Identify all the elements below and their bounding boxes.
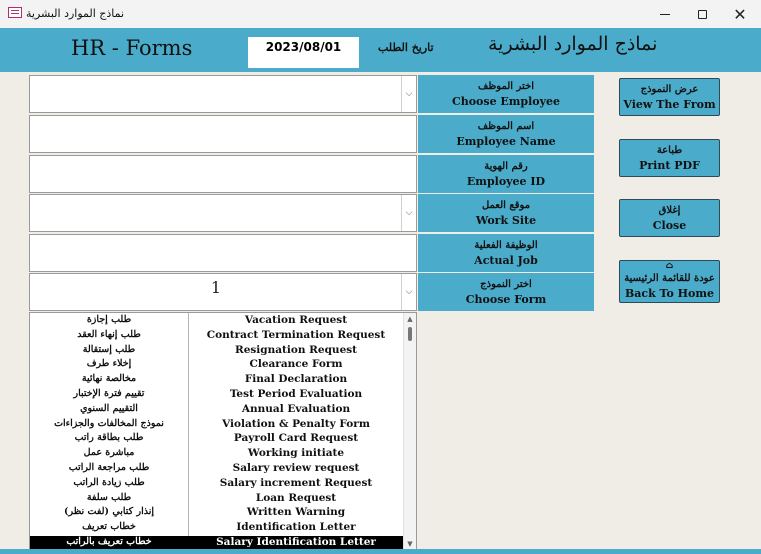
minimize-button[interactable] <box>645 2 685 26</box>
form-option-english: Working initiate <box>247 447 345 460</box>
form-option[interactable] <box>30 447 403 462</box>
view-form-button[interactable]: عرض النموذج View The From <box>619 78 720 116</box>
employee-name-label: اسم الموظف Employee Name <box>418 115 594 153</box>
form-option-english: Resignation Request <box>234 343 358 356</box>
form-option-arabic: تقييم فترة الإختبار <box>73 388 145 399</box>
chevron-down-icon[interactable]: ⌵ <box>401 274 416 310</box>
employee-name-field[interactable] <box>29 115 417 153</box>
scroll-thumb[interactable] <box>408 327 412 341</box>
form-option-arabic: مخالصة نهائية <box>81 373 137 385</box>
form-option-english: Salary Identification Letter <box>216 536 376 548</box>
choose-form-label: اختر النموذج Choose Form <box>418 273 594 311</box>
form-option-english: Violation & Penalty Form <box>222 417 370 430</box>
employee-id-label: رقم الهوية Employee ID <box>418 155 594 193</box>
form-option[interactable] <box>30 344 403 359</box>
form-option[interactable] <box>30 329 403 344</box>
maximize-button[interactable] <box>682 2 722 26</box>
scroll-up-arrow-icon[interactable]: ▲ <box>407 315 413 323</box>
back-to-home-button[interactable]: ⌂ عودة للقائمة الرئيسية Back To Home <box>619 260 720 303</box>
form-option-english: Contract Termination Request <box>206 328 386 341</box>
home-icon: ⌂ <box>665 261 674 271</box>
form-option-arabic: التقييم السنوي <box>80 402 138 414</box>
form-option-arabic: طلب بطاقة راتب <box>74 432 144 444</box>
form-option[interactable] <box>30 373 403 388</box>
actual-job-label: الوظيفة الفعلية Actual Job <box>418 234 594 272</box>
form-option-arabic: نموذج المخالفات والجزاءات <box>54 417 164 429</box>
chevron-down-icon[interactable]: ⌵ <box>401 195 416 231</box>
form-option-english: Identification Letter <box>236 521 356 534</box>
form-option-english: Final Declaration <box>244 373 348 386</box>
chevron-down-icon[interactable]: ⌵ <box>401 76 416 112</box>
form-option-arabic: طلب إستقالة <box>82 343 136 355</box>
form-option[interactable] <box>30 403 403 418</box>
close-window-button[interactable] <box>720 2 760 26</box>
choose-employee-label: اختر الموظف Choose Employee <box>418 75 594 113</box>
print-pdf-button[interactable]: طباعة Print PDF <box>619 139 720 177</box>
arabic-title: نماذج الموارد البشرية <box>488 33 658 55</box>
form-option-english: Clearance Form <box>249 358 343 371</box>
close-button[interactable]: إغلاق Close <box>619 199 720 237</box>
work-site-label: موقع العمل Work Site <box>418 194 594 232</box>
form-app-icon <box>8 7 22 18</box>
form-option-english: Payroll Card Request <box>233 432 359 445</box>
form-option-arabic: طلب زيادة الراتب <box>73 476 145 488</box>
form-option[interactable] <box>30 432 403 447</box>
form-option-english: Vacation Request <box>244 314 348 326</box>
form-option[interactable] <box>30 418 403 433</box>
request-date-label: تاريخ الطلب <box>378 41 434 54</box>
minimize-icon <box>660 14 670 15</box>
form-option-english: Salary increment Request <box>219 476 373 489</box>
form-option-english: Salary review request <box>232 462 360 474</box>
form-option-arabic: خطاب تعريف بالراتب <box>66 536 152 547</box>
status-band <box>0 549 761 554</box>
form-option[interactable] <box>30 314 403 329</box>
form-option-arabic: إخلاء طرف <box>86 358 132 370</box>
form-option[interactable] <box>30 521 403 536</box>
form-option-arabic: طلب سلفة <box>86 491 132 503</box>
request-date-field[interactable]: 2023/08/01 <box>248 37 359 68</box>
choose-form-dropdown-list[interactable] <box>29 312 417 551</box>
form-option-english: Written Warning <box>246 506 346 519</box>
list-scrollbar[interactable] <box>403 313 416 550</box>
form-option[interactable] <box>30 358 403 373</box>
work-site-combo[interactable] <box>29 194 417 232</box>
form-option-arabic: طلب إنهاء العقد <box>77 328 141 340</box>
scroll-down-arrow-icon[interactable]: ▼ <box>407 540 413 548</box>
form-option[interactable] <box>30 506 403 521</box>
form-option-arabic: طلب مراجعة الراتب <box>68 462 150 473</box>
form-option-arabic: مباشرة عمل <box>83 447 135 459</box>
title-bar <box>0 0 761 28</box>
window-title: نماذج الموارد البشرية <box>26 7 125 20</box>
form-option-arabic: طلب إجازة <box>86 314 132 325</box>
form-option-english: Annual Evaluation <box>241 402 351 415</box>
form-option-arabic: إنذار كتابي (لفت نظر) <box>64 506 154 518</box>
close-icon: ✕ <box>733 4 747 24</box>
hr-forms-title: HR - Forms <box>71 36 193 60</box>
choose-form-combo[interactable]: 1 ⌵ <box>29 273 417 311</box>
actual-job-field[interactable] <box>29 234 417 272</box>
form-option-arabic: خطاب تعريف <box>82 521 136 533</box>
form-option[interactable] <box>30 477 403 492</box>
form-option-english: Test Period Evaluation <box>229 388 363 400</box>
form-option[interactable] <box>30 462 403 477</box>
form-option[interactable] <box>30 492 403 507</box>
choose-employee-combo[interactable] <box>29 75 417 113</box>
employee-id-field[interactable] <box>29 155 417 193</box>
maximize-icon <box>698 10 707 19</box>
form-option[interactable] <box>30 388 403 403</box>
form-option-english: Loan Request <box>255 491 337 504</box>
